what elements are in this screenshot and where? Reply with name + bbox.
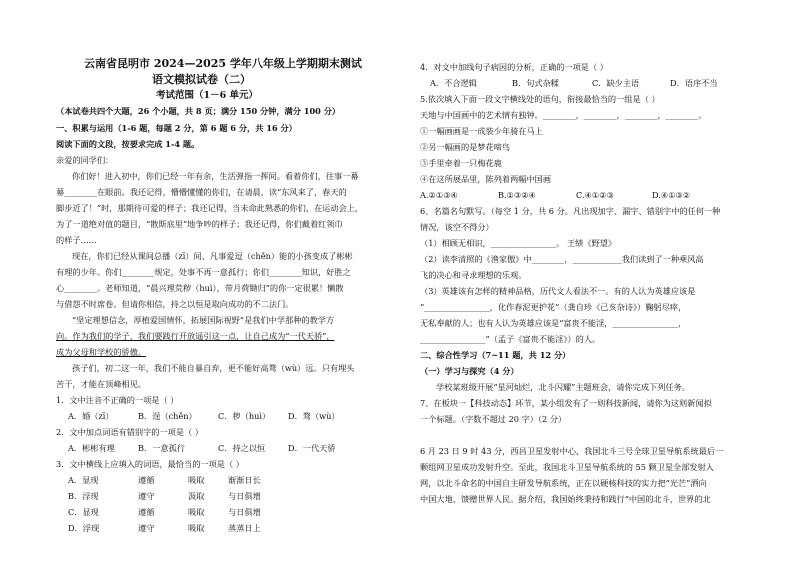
option-word: 遵守 [138, 523, 155, 533]
news-line: 颗组网卫星成功发射升空。至此，我国北斗卫星导航系统的 55 颗卫星全部发射入 [420, 462, 714, 472]
question-4: 4．对文中加线句子病因的分析，正确的一项是（ ） [420, 62, 608, 72]
question-5-options [420, 190, 746, 201]
news-line: 网，以北斗命名的中国自主研发导航系统，正在以硬核科技的实力把“光芒”洒向 [420, 478, 707, 488]
reading-instruction: 阅读下面的文段，按要求完成 1-4 题。 [56, 139, 200, 149]
question-4-options [420, 78, 746, 89]
underlined-sentence: 向。作为我们的学子，我们要践行开放遥引这一点，让自己成为“一代天骄”， [56, 331, 335, 341]
option: A．不合逻辑 [430, 78, 477, 88]
salutation: 亲爱的同学们： [56, 155, 114, 165]
paragraph-line: 现在，你们已经从课间总播（zī）间、凡事爱逗（chěn）能的小孩变成了彬彬 [72, 251, 353, 261]
question-7-cont: 一个标题。（字数不超过 20 字）（2 分） [420, 414, 567, 424]
news-line: 中国大地、馈赠世界人民。据介绍，我国始终秉持和践行“中国的北斗，世界的北 [420, 494, 711, 504]
news-line: 6 月 23 日 9 时 43 分，西昌卫星发射中心，我国北斗三号全球卫星导航系统最后一 [420, 446, 724, 456]
question-1-options [56, 411, 352, 422]
option-word: 蒸蒸日上 [228, 523, 261, 533]
question-5-item: ①一幅画画是一成装少年骑在马上 [420, 126, 543, 136]
question-5-item: ④在这所展品里，陈列着两幅中国画 [420, 174, 552, 184]
option: A．彬彬有理 [68, 443, 115, 453]
option: D．一代天骄 [288, 443, 336, 453]
question-3-option-a [56, 475, 352, 486]
exam-note: （本试卷共四个大题，26 个小题，共 8 页；满分 150 分钟，满分 100 分） [56, 106, 341, 116]
paragraph-line: 为了一道绝对值的题目，“散斯底里”地争吵的样子；我还记得，你们戴着红领巾 [56, 219, 343, 229]
paragraph-line: 苦干，才能在顶峰相见。 [56, 379, 147, 389]
exam-scope: 考试范围（1－6 单元） [156, 90, 259, 101]
option: B．一意孤行 [138, 443, 185, 453]
option-word: A．显现 [68, 475, 99, 485]
option-word: 与日俱增 [228, 507, 261, 517]
question-5-item: ③手里牵着一只梅花鹿 [420, 158, 502, 168]
paragraph-line: “坚定理想信念，厚植爱国情怀，拓展国际视野”是我们中学那种的教学方 [72, 315, 335, 325]
subsection-heading: （一）学习与探究（4 分） [420, 366, 519, 376]
question-5-item: ②另一幅画的是梦花啼鸟 [420, 142, 511, 152]
question-6-note: 情况，该空不得分） [420, 222, 494, 232]
question-6-2: （2）读李清照的《渔家傲》中________，____________我们读到了一种乘风高 [420, 254, 704, 264]
option: C．秽（huì） [218, 411, 271, 421]
option: A．婚（zī） [68, 411, 114, 421]
option-word: D．浮现 [68, 523, 100, 533]
question-6-2-cont: 飞的决心和寻求理想的乐观。 [420, 270, 527, 280]
paragraph-line: 你们好！进入初中，你们已经一年有余，生活弹指一挥间。看着你们，往事一幕 [72, 171, 359, 181]
question-2: 2．文中加点词语有错别字的一项是（ ） [56, 427, 203, 437]
option: C．持之以恒 [218, 443, 266, 453]
exam-subtitle: 语文模拟试卷（二） [152, 73, 251, 86]
underlined-sentence: 成为父母和学校的骄傲。 [56, 347, 147, 357]
option-word: 吸取 [188, 523, 205, 533]
option: C．缺少主语 [592, 78, 640, 88]
option-word: 与日俱增 [228, 491, 261, 501]
option: D．骛（wù） [288, 411, 340, 421]
option: B．逞（chěn） [138, 411, 197, 421]
question-6-1: （1）相顾无相识，________________。 王绩《野望》 [420, 238, 617, 248]
option-word: 遵循 [138, 475, 155, 485]
option: D.④①③② [652, 190, 691, 200]
option-word: 渐渐日长 [228, 475, 261, 485]
section-heading: 二、综合性学习（7~11 题，共 12 分） [420, 350, 571, 360]
option-word: B．浮现 [68, 491, 99, 501]
paragraph-line: 幕________在眼前。我还记得，懵懵懂懂的你们，在请晨，读“东风来了，春天的 [56, 187, 347, 197]
paragraph-line: 的样子…… [56, 235, 97, 245]
question-3-option-c [56, 507, 352, 518]
question-1: 1．文中注音不正确的一项是（ ） [56, 395, 179, 405]
paragraph-line: 孩子们，初二这一年，我们不能自暴自弃，更不能好高骛（wù）远。只有埋头 [72, 363, 355, 373]
option: B.①③②④ [498, 190, 536, 200]
question-6-3-cont: “________________，化作春泥更护花”（龚自珍《己亥杂诗》）鞠躬尽瘁， [420, 302, 687, 312]
question-3: 3．文中横线上应填入的词语，最恰当的一项是（ ） [56, 459, 244, 469]
paragraph-line: 有理的少年。你们________规定，处事不再一意孤行；你们________知识，好胜之 [56, 267, 351, 277]
paragraph-line: 脚步近了！”时，那期待可爱的样子；我还记得，当未命此熟悉的你们，在运动会上， [56, 203, 364, 213]
option: C.④①②③ [576, 190, 614, 200]
option: B．句式杂糅 [512, 78, 559, 88]
question-6-3-cont: ________________”（孟子《富贵不能淫》）的人。 [420, 334, 601, 344]
paragraph-line: 心________。老师知道，“晨兴理荒秽（huì），带月荷锄归”的你一定很累！懒散 [56, 283, 344, 293]
question-2-options [56, 443, 352, 454]
question-6: 6、名篇名句默写。（每空 1 分，共 6 分。凡出现加字、漏字、错别字中的任何一种 [420, 206, 721, 216]
option: D．语序不当 [670, 78, 718, 88]
question-7: 7、在板块一【科技动态】环节，某小组发有了一则科技新闻，请你为这则新闻拟 [420, 398, 712, 408]
question-3-option-b [56, 491, 352, 502]
option: A.②①③④ [420, 190, 458, 200]
question-6-3: （3）英雄该有怎样的精神品格，历代文人看法不一。有的人认为英雄应该是 [420, 286, 696, 296]
option-word: 吸取 [188, 475, 205, 485]
option-word: 吸取 [188, 507, 205, 517]
question-6-3-cont: 无私奉献的人；也有人认为英雄应该是“富贵不能淫，________________， [420, 318, 687, 328]
question-3-option-d [56, 523, 352, 534]
paragraph-line: 与借怨不时席卷。但请你相信，持之以恒是取向成功的不二法门。 [56, 299, 294, 309]
question-5: 5.依次填入下面一段文字横线处的语句，衔接最恰当的一组是（ ） [420, 94, 660, 104]
option-word: C．显现 [68, 507, 99, 517]
question-5-passage: 天地与中国画中的艺术情有独钟。________，________，________，________。 [420, 110, 707, 120]
option-word: 汲取 [188, 491, 205, 501]
section-heading: 一、积累与运用（1-6 题，每题 2 分，第 6 题 6 分，共 16 分） [56, 123, 297, 133]
option-word: 遵守 [138, 491, 155, 501]
option-word: 遵循 [138, 507, 155, 517]
exam-title: 云南省昆明市 2024—2025 学年八年级上学期期末测试 [84, 57, 362, 70]
task-intro: 学校某班级开展“星河灿烂，北斗闪耀”主题班会，请你完成下列任务。 [436, 382, 690, 392]
